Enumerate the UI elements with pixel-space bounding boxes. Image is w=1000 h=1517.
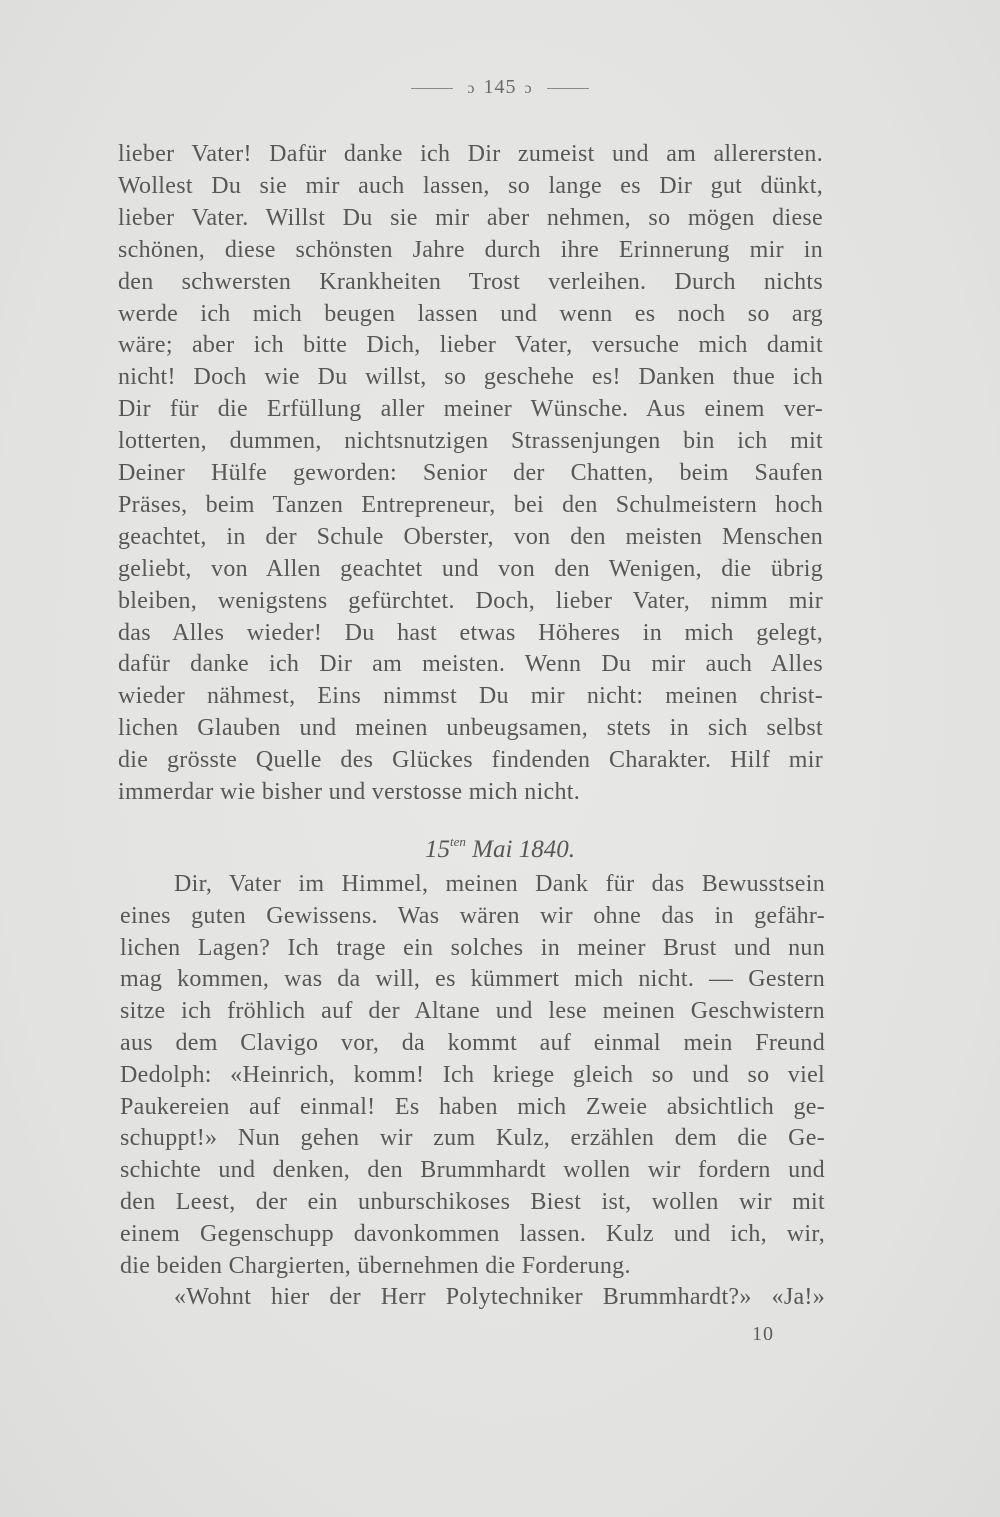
- text-line: lotterten, dummen, nichtsnutzigen Strassenjungen bin ich mit: [118, 428, 823, 455]
- dateline-day: 15: [425, 836, 451, 863]
- page-number: 145: [483, 76, 517, 98]
- text-line: dafür danke ich Dir am meisten. Wenn Du mir auch Alles: [118, 651, 823, 678]
- text-line: lichen Lagen? Ich trage ein solches in meiner Brust und nun: [120, 934, 825, 961]
- header-rule-left: [411, 88, 453, 89]
- header-ornament-left: ɔ: [467, 80, 476, 97]
- text-line: geachtet, in der Schule Oberster, von den meisten Menschen: [118, 523, 823, 550]
- text-line: eines guten Gewissens. Was wären wir ohne das in gefähr-: [120, 902, 825, 929]
- text-line: Wollest Du sie mir auch lassen, so lange es Dir gut dünkt,: [118, 172, 823, 199]
- text-line: schönen, diese schönsten Jahre durch ihre Erinnerung mir in: [118, 236, 823, 263]
- section-dateline: [0, 834, 1000, 864]
- text-line: werde ich mich beugen lassen und wenn es noch so arg: [118, 300, 823, 327]
- dateline-suffix: ten: [450, 834, 466, 849]
- text-line: Paukereien auf einmal! Es haben mich Zweie absichtlich ge-: [120, 1093, 825, 1120]
- text-line-dialogue: «Wohnt hier der Herr Polytechniker Brummhardt?» «Ja!»: [174, 1284, 825, 1311]
- text-line: wäre; aber ich bitte Dich, lieber Vater, versuche mich damit: [118, 332, 823, 359]
- text-line: schuppt!» Nun gehen wir zum Kulz, erzählen dem die Ge-: [120, 1125, 825, 1152]
- text-line: schichte und denken, den Brummhardt wollen wir fordern und: [120, 1157, 825, 1184]
- text-line: wieder nähmest, Eins nimmst Du mir nicht: meinen christ-: [118, 683, 823, 710]
- text-line: bleiben, wenigstens gefürchtet. Doch, lieber Vater, nimm mir: [118, 587, 823, 614]
- header-rule-right: [547, 88, 589, 89]
- text-line: Deiner Hülfe geworden: Senior der Chatten, beim Saufen: [118, 460, 823, 486]
- text-line: lieber Vater! Dafür danke ich Dir zumeist und am allerersten.: [118, 141, 823, 167]
- text-line: geliebt, von Allen geachtet und von den Wenigen, die übrig: [118, 555, 823, 582]
- text-line: aus dem Clavigo vor, da kommt auf einmal mein Freund: [120, 1030, 825, 1056]
- text-line: Dedolph: «Heinrich, komm! Ich kriege gleich so und so viel: [120, 1061, 825, 1088]
- dateline-month-year: Mai 1840.: [465, 836, 575, 863]
- signature-mark: 10: [752, 1323, 774, 1345]
- text-line: das Alles wieder! Du hast etwas Höheres in mich gelegt,: [118, 619, 823, 646]
- text-line: lieber Vater. Willst Du sie mir aber nehmen, so mögen diese: [118, 204, 823, 231]
- text-line: nicht! Doch wie Du willst, so geschehe es! Danken thue ich: [118, 364, 823, 391]
- text-line: die grösste Quelle des Glückes findenden Charakter. Hilf mir: [118, 747, 823, 774]
- text-line: den Leest, der ein unburschikoses Biest ist, wollen wir mit: [120, 1189, 825, 1215]
- page-header: [0, 76, 1000, 99]
- text-line-first: Dir, Vater im Himmel, meinen Dank für das Bewusstsein: [174, 871, 825, 897]
- header-ornament-right: ɔ: [524, 80, 533, 97]
- text-line: Präses, beim Tanzen Entrepreneur, bei den Schulmeistern hoch: [118, 491, 823, 518]
- text-line-last: immerdar wie bisher und verstosse mich nicht.: [118, 779, 581, 805]
- text-line-last: die beiden Chargierten, übernehmen die Forderung.: [120, 1252, 631, 1279]
- text-line: sitze ich fröhlich auf der Altane und lese meinen Geschwistern: [120, 998, 825, 1025]
- text-line: den schwersten Krankheiten Trost verleihen. Durch nichts: [118, 268, 823, 295]
- text-line: mag kommen, was da will, es kümmert mich nicht. — Gestern: [120, 966, 825, 993]
- text-line: Dir für die Erfüllung aller meiner Wünsche. Aus einem ver-: [118, 396, 823, 423]
- text-line: einem Gegenschupp davonkommen lassen. Kulz und ich, wir,: [120, 1220, 825, 1247]
- text-line: lichen Glauben und meinen unbeugsamen, stets in sich selbst: [118, 715, 823, 742]
